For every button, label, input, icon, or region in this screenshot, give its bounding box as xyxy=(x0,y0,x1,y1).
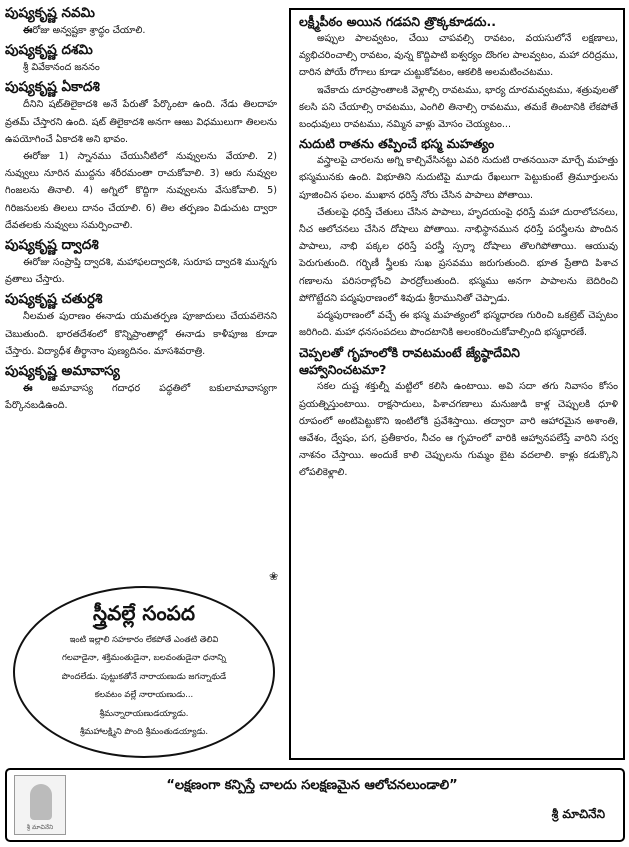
oval-line: పొందలేడు. పుట్టుకతోనే నారాయణుడు జగన్నాథుడే xyxy=(61,670,227,681)
text-ekadashi-2: ఈరోజు 1) స్నానము చేయునీటిలో నువ్వులను వేయాలి. 2) నువ్వులు నూరిన ముద్దను శరీరమంతా రాచుకోవాలి. 3) ఆరు నువ్వుల గింజలను తినాలి. 4) అగ్నిలో కొద్దిగా నువ్వులను వేసుకోవాలి. 5) గిరిజనులకు తిలలు దానం చేయాలి. 6) తిల తర్పణం విడుచుట ద్వారా దేవతలకు నువ్వులు సమర్పించాలి. xyxy=(5,151,277,231)
text-bhasma-1: వస్త్రాలపై చారలను అగ్ని కాల్చివేసినట్టు ఎవరి నుదుటి రాతనయినా మార్చే మహత్తు భస్మమునకు ఉంది. విభూతిని నుదుటిపై మూడు రేఖలుగా పెట్టుకుంటే త్రిమూర్తులను పూజించిన ఫలం. ముఖాన ధరిస్తే నోరు చేసిన పాపాలు పోతాయి. xyxy=(299,155,618,201)
text-gadapa-2: ఇవేకాదు దూరప్రాంతాలకి వెళ్లాల్సి రావటము, భార్య దూరమవ్వటము, శత్రువులతో కలసి పని చేయాల్సి రావటము, ఎంగిలి తినాల్సి రావటము, తమకే తింటానికి లేకపోతే బంధువులు రావటము, నమ్మిన వాళ్లు మోసం చెయ్యటం... xyxy=(299,84,618,131)
heading-gadapa: లక్ష్మీపీఠం అయిన గడపని త్రొక్కకూడదు.. xyxy=(299,14,496,29)
heading-dwadashi: పుష్యకృష్ణ ద్వాదశి xyxy=(5,237,99,254)
left-column xyxy=(5,4,277,414)
heading-dashami: పుష్యకృష్ణ దశమి xyxy=(5,42,93,59)
oval-title: స్త్రీవల్లే సంపద xyxy=(93,601,195,625)
text-bhasma-3: పద్మపురాణంలో వచ్చే ఈ భస్మ మహత్యంలో భస్మధారణ గురించి ఒకట్రెట్ చెప్పటం జరిగింది. మహా ధనసంపదలు పొందటానికి అలంకరించుకోవాల్సింది భస్మధారణే. xyxy=(299,310,618,339)
author-logo xyxy=(14,775,66,835)
oval-line: శ్రీమన్నారాయణుడయ్యాడు. xyxy=(99,707,189,718)
heading-navami: పుష్యకృష్ణ నవమి xyxy=(5,5,95,21)
right-column-box xyxy=(289,8,625,760)
text-chaturdashi: నీలమత పురాణం ఈనాడు యమతర్పణ పూజాదులు చేయవలెనని చెబుతుంది. భారతదేశంలో కొన్నిప్రాంతాల్లో ఈనాడు కాళీపూజ కూడా చేస్తారు. విద్యాధీశ తీర్థానాం పుణ్యదినం. మాసశివరాత్రి. xyxy=(5,311,277,357)
heading-chaturdashi: పుష్యకృష్ణ చతుర్దశి xyxy=(5,291,103,308)
text-cheppulu: సకల దుష్ట శక్తుల్నీ మట్టిలో కలిసి ఉంటాయి. అవి సదా తగు నివాసం కోసం ప్రయత్నిస్తుంటాయి. రాక్షసాదులు, పిశాచగణాలు మనుజుడి కాళ్ల చెప్పులకి ధూళి రూపంలో అంటిపెట్టుకొని ఇంటిలోకి ప్రవేశిస్తాయి. తద్వారా వారి ఆహారమైన అశాంతి, ఆవేశం, ద్వేషం, పగ, ప్రతీకారం, నీచం ఆ గృహంలో వారికి ఆహ్వానపలేస్తే వారిని సర్వ నాశనం చేస్తాయి. అందుకే కాలి చెప్పులను గుమ్మం బైట వదలాలి. కాళ్లు కడుక్కొని లోపలికెళ్లాలి. xyxy=(299,381,618,479)
heading-cheppulu-1: చెప్పలతో గృహంలోకి రావటమంటే జ్యేష్ఠాదేవిని xyxy=(299,345,520,361)
logo-caption: శ్రీ మాచినేని xyxy=(26,824,54,831)
oval-line: శ్రీమహాలక్ష్మిని పొంది శ్రీమంతుడయ్యాడు. xyxy=(79,726,209,737)
flower-ornament-icon: ❀ xyxy=(269,570,279,583)
quote-banner xyxy=(5,768,625,842)
quote-author: శ్రీ మాచినేని xyxy=(551,807,605,821)
oval-line: గలవాడైనా, శక్తిమంతుడైనా, బలవంతుడైనా ధనాన్ని xyxy=(61,652,227,663)
text-amavasya: ఈ అమావాస్య గదాధర పద్ధతిలో బకులామావాస్యగా పేర్కొనబడిఉంది. xyxy=(5,383,277,412)
text-dashami: శ్రీ వివేకానంద జననం xyxy=(23,62,100,74)
text-navami: ఈరోజు అన్వష్టకా శ్రాద్ధం చేయాలి. xyxy=(23,25,146,36)
heading-cheppulu-2: ఆహ్వానించటమా? xyxy=(299,362,387,378)
text-ekadashi-1: దీనిని షట్‌తిలైకాదశి అనే పేరుతో పేర్కొంటా ఉంది. నేడు తిలదాహ వ్రతమ్ చేస్తారని ఉంది. షట్ తిలైకాదశి అనగా ఆఱు విధములుగా తిలలను ఉపయోగించే ఏకాదశి అని భావం. xyxy=(5,99,277,145)
quote-text: “లక్షణంగా కన్పిస్తే చాలదు సలక్షణమైన ఆలోచనలుండాలి” xyxy=(166,778,458,793)
text-gadapa-1: అప్పుల పాలవ్వటం, చేయి చాపవల్సి రావటం, వయసులోనే లక్షణాలు, వ్యభిచరించాల్సి రావటం, వున్న కొద్దిపాటి ఐశ్వర్యం దొంగల పాలవ్వటం, మహా దరిద్రము, దారిన పోయే రోగాలు కూడా చుట్టుకోవటం, ఆకలికి అలమటించటము. xyxy=(299,33,618,79)
figure-icon xyxy=(30,784,52,820)
heading-bhasma: నుదుటి రాతను తప్పించే భస్మ మహత్యం xyxy=(299,136,495,152)
text-dwadashi: ఈరోజు సంప్రాప్తి ద్వాదశి, మహాఫలద్వాదశి, సురూప ద్వాదశి మున్నగు వ్రతాలు చేస్తారు. xyxy=(5,257,277,286)
text-bhasma-2: చేతులపై ధరిస్తే చేతులు చేసిన పాపాలు, హృదయంపై ధరిస్తే మహా దురాలోచనలు, నీచ ఆలోచనలు చేసిన దోషాలు పోతాయి. నాభిస్థానమున ధరిస్తే పరస్త్రీలను పొందిన పాపాలు, నాభి పక్కల ధరిస్తే పరస్త్రీ స్పర్శా దోషాలు తొలగిపోతాయి. ఆయువు పెరుగుతుంది. గర్భిణీ స్త్రీలకు సుఖ ప్రసవము జరుగుతుంది. భూత ప్రేతాది పిశాచ గణాలను పరిసరాల్లోంచి పారద్రోలుతుంది. భస్మము అనగా పాపాలను బెదిరించి పోగొట్టేదని పద్మపురాణంలో శివుడు శ్రీరామునితో చెప్పాడు. xyxy=(299,206,618,304)
oval-box xyxy=(13,586,275,758)
oval-line: కలవటం వల్లే నారాయణుడు... xyxy=(94,689,194,700)
oval-line: ఇంటి ఇల్లాలి సహకారం లేకపోతే ఎంతటి తెలివి xyxy=(69,634,219,644)
heading-ekadashi: పుష్యకృష్ణ ఏకాదశి xyxy=(5,79,100,96)
heading-amavasya: పుష్యకృష్ణ అమావాస్య xyxy=(5,363,120,380)
